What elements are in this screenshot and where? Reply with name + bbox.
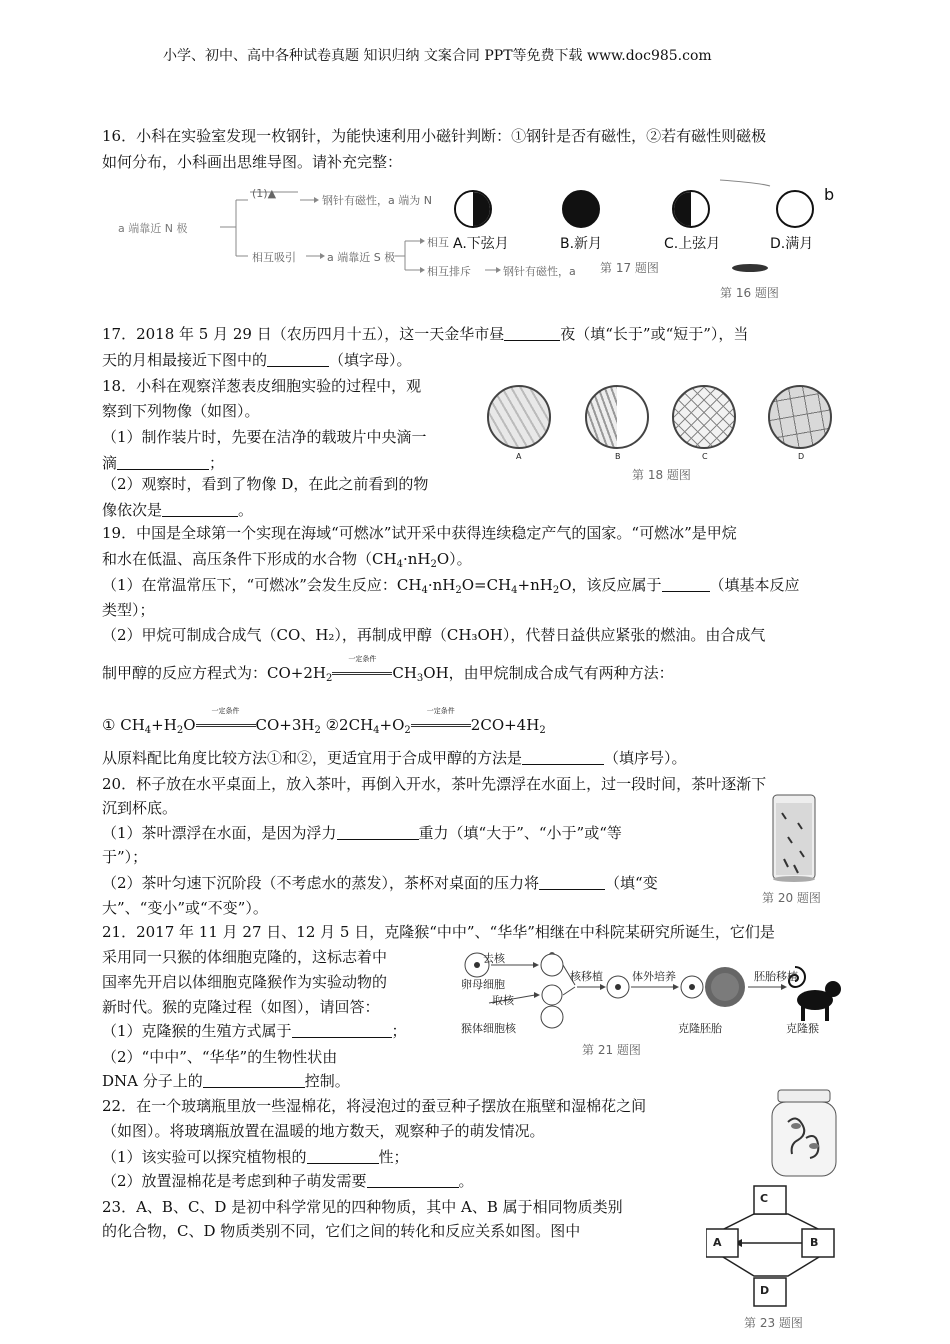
q19-line1: 19．中国是全球第一个实现在海域“可燃冰”试开采中获得连续稳定产气的国家。“可燃冰”是甲烷 [102,524,737,542]
q23-box-b: B [810,1236,819,1249]
q16-root: a 端靠近 N 极 [118,222,188,235]
q16-corner-letter: b [824,185,835,204]
q20-line3: （1）茶叶漂浮在水面，是因为浮力 重力（填“大于”、“小于”或“等 [102,824,622,842]
q20-line6: 大”、“变小”或“不变”）。 [102,899,268,917]
q21-culture-label: 体外培养 [632,970,676,983]
q16-result1: 钢针有磁性，a 端为 N [322,194,432,207]
q23-caption: 第 23 题图 [744,1316,803,1330]
q16-sub-b: 相互排斥 [427,265,471,278]
q21-egg-label: 卵母细胞 [461,978,505,991]
cell-image-c [672,385,736,449]
cell-image-d [768,385,832,449]
q16-branch2: 相互吸引 [252,251,296,264]
q21-line5: （1）克隆猴的生殖方式属于 ； [102,1022,407,1040]
q19-line6: 制甲醇的反应方程式为：$CO+2H_2$ 一定条件 $CH_3OH$，由甲烷制成合成气有两种方法： [102,655,674,684]
q19-line3: （1）在常温常压下，“可燃冰”会发生反应：$CH_4\cdot nH_2O=CH_4+nH_2O$，该反应属于 （填基本反应 [102,576,800,596]
q21-line1: 21．2017 年 11 月 27 日、12 月 5 日，克隆猴“中中”、“华华”相继在中科院某研究所诞生，它们是 [102,923,775,941]
q18-line4: 滴 ； [102,454,225,472]
q21-take-label: 取核 [492,994,514,1007]
q20-caption: 第 20 题图 [762,891,821,905]
moon-a-left-dark [454,190,492,228]
q18-line1: 18．小科在观察洋葱表皮细胞实验的过程中，观 [102,377,422,395]
q21-monkey-label: 克隆猴 [786,1022,819,1035]
q23-line2: 的化合物，C、D 物质类别不同，它们之间的转化和反应关系如图。图中 [102,1222,581,1240]
q23-box-d: D [760,1284,770,1297]
q21-embryo-transfer-label: 胚胎移植 [754,970,798,983]
q18-line2: 察到下列物像（如图）。 [102,402,260,420]
q20-line1: 20．杯子放在水平桌面上，放入茶叶，再倒入开水，茶叶先漂浮在水面上，过一段时间，茶叶逐渐下 [102,775,767,793]
moon-b-new [562,190,600,228]
q21-transfer-label: 核移植 [570,970,603,983]
q21-caption: 第 21 题图 [582,1043,641,1057]
moon-c-right-dark [672,190,710,228]
q17-line2: 天的月相最接近下图中的 （填字母）。 [102,351,412,369]
q21-line4: 新时代。猴的克隆过程（如图），请回答： [102,998,380,1016]
q18-line6: 像依次是 。 [102,501,254,519]
q20-line5: （2）茶叶匀速下沉阶段（不考虑水的蒸发），茶杯对桌面的压力将 （填“变 [102,874,658,892]
q19-line4: 类型）； [102,601,155,619]
q21-line7: DNA 分子上的 控制。 [102,1072,350,1090]
q19-equations: ① $CH_4+H_2O$ 一定条件 $CO+3H_2$ $②2CH_4+O_2$ 一定条件 $2CO+4H_2$ [102,707,546,736]
q20-cup-figure [770,793,820,885]
q22-line2: （如图）。将玻璃瓶放置在温暖的地方数天，观察种子的萌发情况。 [102,1122,545,1140]
q18-line3: （1）制作装片时，先要在洁净的载玻片中央滴一 [102,428,427,446]
q16-line1: 16．小科在实验室发现一枚钢针，为能快速利用小磁针判断：①钢针是否有磁性，②若有磁性则磁极 [102,127,767,145]
q16-line2: 如何分布，小科画出思维导图。请补充完整： [102,153,403,171]
q19-line2: 和水在低温、高压条件下形成的水合物$(CH_4\cdot nH_2O)$。 [102,550,472,570]
q21-embryo-label: 克隆胚胎 [678,1022,722,1035]
q21-remove-label: 去核 [483,952,505,965]
cell-label-d: D [798,452,805,461]
moon-label-a: A.下弦月 [453,236,509,252]
q20-line2: 沉到杯底。 [102,799,178,817]
q22-line3: （1）该实验可以探究植物根的 性； [102,1148,409,1166]
q21-line6: （2）“中中”、“华华”的生物性状由 [102,1048,338,1066]
q23-box-a: A [713,1236,722,1249]
q16-caption: 第 16 题图 [720,286,779,300]
q22-line4: （2）放置湿棉花是考虑到种子萌发需要 。 [102,1172,474,1190]
q18-line5: （2）观察时，看到了物像 D，在此之前看到的物 [102,475,429,493]
q18-caption: 第 18 题图 [632,468,691,482]
cell-label-a: A [516,452,522,461]
moon-label-c: C.上弦月 [664,236,721,252]
q20-line4: 于”）； [102,848,148,866]
q22-line1: 22．在一个玻璃瓶里放一些湿棉花，将浸泡过的蚕豆种子摆放在瓶壁和湿棉花之间 [102,1097,647,1115]
q16-result-b: 钢针有磁性，a [503,265,576,278]
cell-label-c: C [702,452,708,461]
q21-line2: 采用同一只猴的体细胞克隆的，这标志着中 [102,948,388,966]
cell-image-a [487,385,551,449]
q17-line1: 17．2018 年 5 月 29 日（农历四月十五），这一天金华市昼 夜（填“长于”或“短于”），当 [102,325,749,343]
moon-d-full [776,190,814,228]
q21-line3: 国率先开启以体细胞克隆猴作为实验动物的 [102,973,388,991]
q22-jar-figure [768,1088,840,1180]
page-header: 小学、初中、高中各种试卷真题 知识归纳 文案合同 PPT等免费下载 www.doc985.com [163,48,712,64]
q23-line1: 23．A、B、C、D 是初中科学常见的四种物质，其中 A、B 属于相同物质类别 [102,1198,623,1216]
cell-label-b: B [615,452,621,461]
q16-branch1: (1)▲ [252,187,277,200]
q16-sub-a: 相互 [427,236,449,249]
q19-line5: （2）甲烷可制成合成气（CO、H₂），再制成甲醇（CH₃OH），代替日益供应紧张的燃油。由合成气 [102,626,766,644]
q19-line8: 从原料配比角度比较方法①和②，更适宜用于合成甲醇的方法是 （填序号）。 [102,749,687,767]
q21-somatic-label: 猴体细胞核 [461,1022,516,1035]
cell-image-b [585,385,649,449]
q17-caption: 第 17 题图 [600,261,659,275]
q16-mid2: a 端靠近 S 极 [327,251,396,264]
moon-label-d: D.满月 [770,236,814,252]
q23-box-c: C [760,1192,769,1205]
moon-label-b: B.新月 [560,236,603,252]
